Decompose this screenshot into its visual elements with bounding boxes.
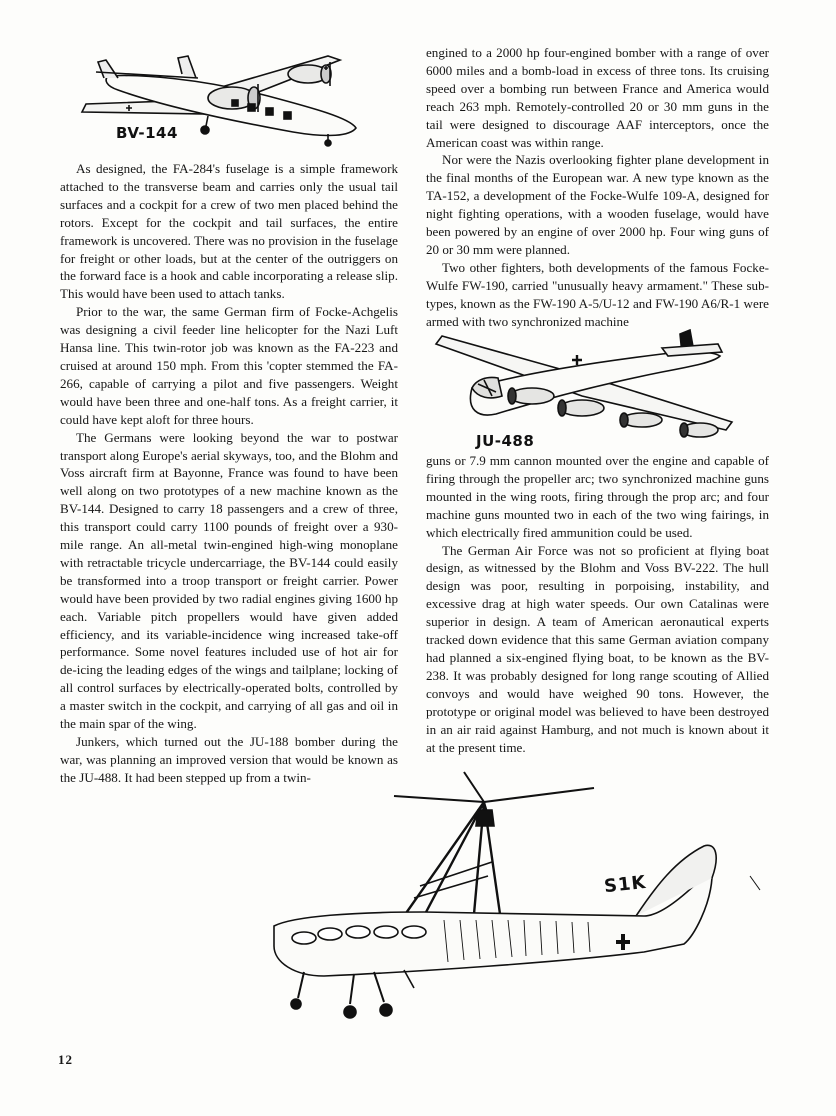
left-column <box>60 160 398 787</box>
right-column-bottom <box>426 452 769 756</box>
right-continuation-paragraph: engined to a 2000 hp four-engined bomber with a range of over 6000 miles and a bomb-load in excess of three tons. Its cruising speed over a bombing run between France and America would reach 263 mph. Remotely-controlled 20 or 30 mm guns in the tail were designed to discourage AAF interceptors, once the American coast was within range. <box>426 45 769 150</box>
right-column-top <box>426 44 769 331</box>
right-paragraph-2: Two other fighters, both developments of the famous Focke-Wulfe FW-190, carried "unusually heavy armament." These sub-types, known as the FW-190 A-5/U-12 and FW-190 A6/R-1 were armed with two synchronized machine <box>426 259 769 329</box>
bv-144-caption: BV-144 <box>116 124 178 142</box>
fa-284-figure <box>264 766 764 1036</box>
right-paragraph-1: Nor were the Nazis overlooking fighter plane development in the final months of the European war. A new type known as the TA-152, a development of the Focke-Wulfe 109-A, designed for night fighting operations, with a wooden fuselage, would have been powered by an engine of over 2000 hp. Four wing guns of 20 or 30 mm were planned. <box>426 152 769 257</box>
ju-488-aircraft-illustration <box>432 326 750 444</box>
fa-284-tail-marking: S1K <box>603 871 648 898</box>
left-paragraph-1: As designed, the FA-284's fuselage is a simple framework attached to the transverse beam and carries only the usual tail surfaces and a cockpit for a crew of two men placed behind the rotors. Except for the cockpit and tail surfaces, the entire framework is uncovered. There was no provision in the fuselage for freight or other loads, but at the center of the outriggers on the forward face is a hook and cable incorporating a release slip. This would have been used to attach tanks. <box>60 161 398 302</box>
left-paragraph-4: Junkers, which turned out the JU-188 bomber during the war, was planning an improved version that would be known as the JU-488. It had been stepped up from a twin- <box>60 734 398 785</box>
left-paragraph-3: The Germans were looking beyond the war to postwar transport along Europe's aerial skyways, too, and the Blohm and Voss aircraft firm at Bayonne, France was found to have been well along on two prototypes of a new machine known as the BV-144. Designed to carry 18 passengers and a crew of three, this transport could carry 1100 pounds of freight over a 930-mile range. An all-metal twin-engined high-wing monoplane with retractable tricycle undercarriage, the BV-144 could easily be transformed into a troop transport or freight carrier. Power would have been provided by two radial engines giving 1600 hp each. Variable pitch propellers would have given added efficiency, and its variable-incidence wing increased take-off performance. Some novel features included use of hot air for de-icing the leading edges of the wings and tailplane; locking of all control surfaces by electrically-operated bolts, controlled by a master switch in the cockpit, and carrying of all gas and oil in the main spar of the wing. <box>60 429 398 732</box>
right-bottom-paragraph-1: The German Air Force was not so proficient at flying boat design, as witnessed by the Blohm and Voss BV-222. The hull design was poor, resulting in porpoising, instability, and excessive drag at high water speeds. Our own Catalinas were superior in design. A team of American aeronautical experts tracked down evidence that this same German aviation company had planned a six-engined flying boat, to be known as the BV-238. It was probably designed for long range scouting of Allied convoys and would have weighed 90 tons. However, the prototype or original model was believed to have been destroyed in an air raid against Hamburg, and not much is known about it at the present time. <box>426 542 769 755</box>
right-bottom-continuation-paragraph: guns or 7.9 mm cannon mounted over the engine and capable of firing through the propeller arc; two synchronized machine guns mounted in the wing roots, firing through the prop arc; and four machine guns mounted two in each of the two wing fairings, in which electrically fired ammunition could be used. <box>426 453 769 540</box>
ju-488-caption: JU-488 <box>476 432 535 450</box>
left-paragraph-2: Prior to the war, the same German firm of Focke-Achgelis was designing a civil feeder line helicopter for the Nazi Luft Hansa line. This twin-rotor job was known as the FA-223 and cruised at around 150 mph. From this 'copter stemmed the FA-266, capable of carrying a pilot and five passengers. Weight would have been three and one-half tons. As a freight carrier, it could have kept aloft for three hours. <box>60 304 398 427</box>
ju-488-figure <box>432 326 750 444</box>
page-number: 12 <box>58 1052 73 1067</box>
fa-284-helicopter-illustration <box>264 766 764 1036</box>
